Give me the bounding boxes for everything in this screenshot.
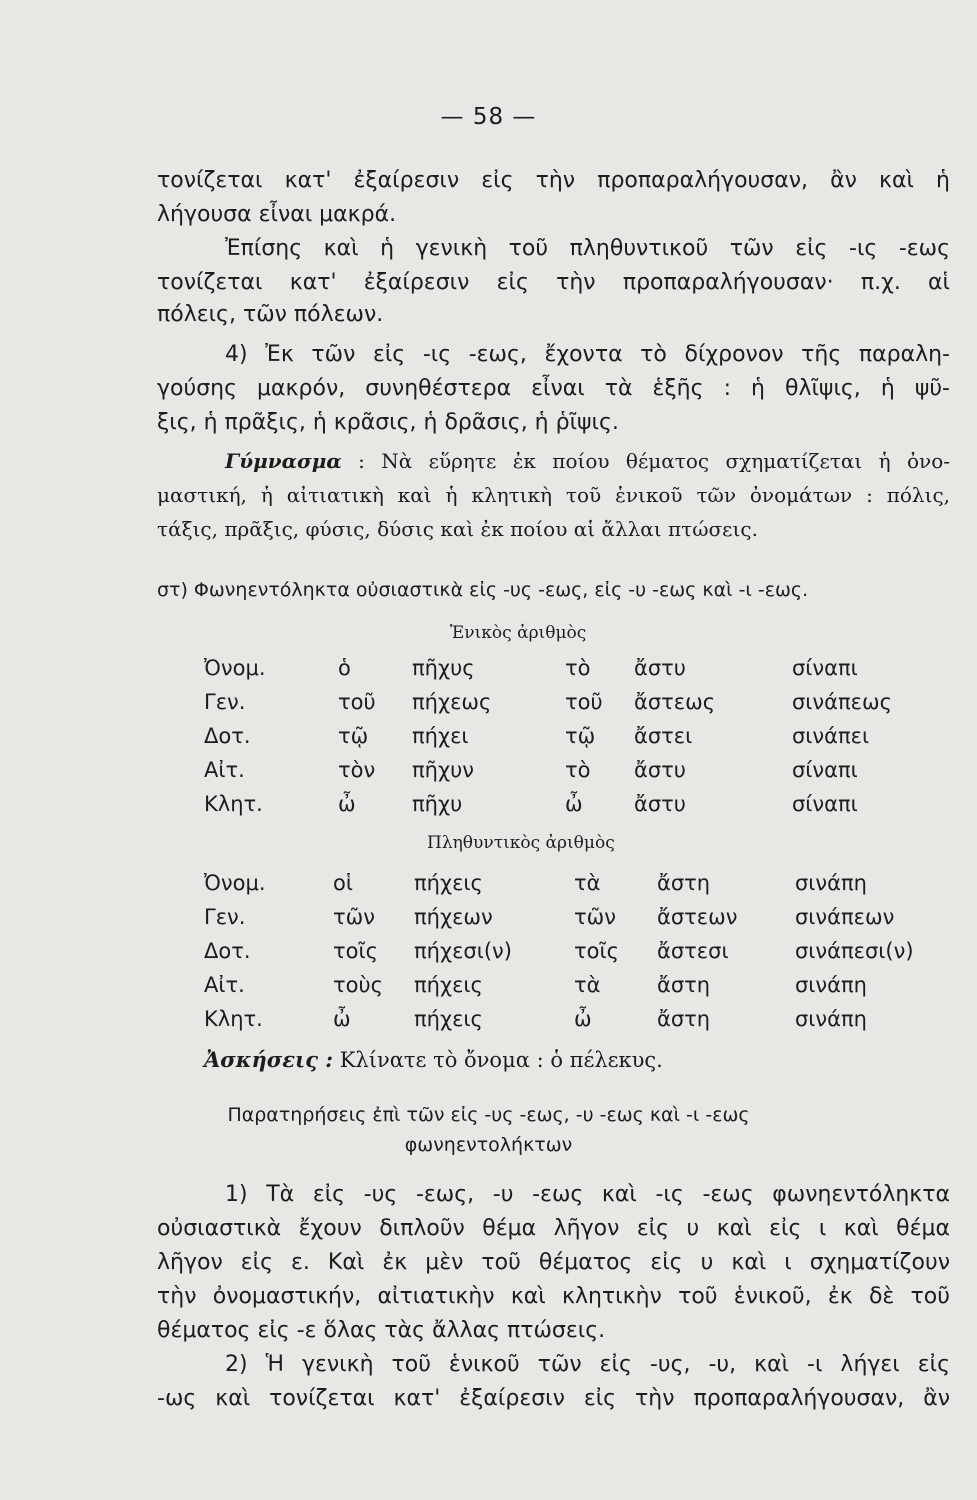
plural-noun2-r5: ἄστη [657,1007,711,1031]
exercise-line-3: τάξις, πρᾶξις, φύσις, δύσις καὶ ἐκ ποίου αἱ ἄλλαι πτώσεις. [157,517,758,541]
obs-p1-line-4: τὴν ὀνομαστικήν, αἰτιατικὴν καὶ κλητικὴν τοῦ ἑνικοῦ, ἐκ δὲ τοῦ [157,1284,950,1309]
plural-noun2-r4: ἄστη [657,973,711,997]
singular-case-r1: Ὀνομ. [204,656,266,680]
rule4-line-2: γούσης μακρόν, συνηθέστερα εἶναι τὰ ἑξῆς : ἡ θλῖψις, ἡ ψῦ- [157,376,950,401]
singular-case-r5: Κλητ. [204,792,263,816]
singular-article2-r5: ὦ [565,792,583,816]
plural-noun1-r2: πήχεων [414,905,493,929]
plural-noun2-r2: ἄστεων [657,905,738,929]
obs-p1-line-1: 1) Τὰ εἰς -υς -εως, -υ -εως καὶ -ις -εως φωνηεντόληκτα [225,1182,950,1207]
singular-noun2-r3: ἄστει [634,724,693,748]
singular-case-r2: Γεν. [204,690,246,714]
plural-case-r4: Αἰτ. [204,973,245,997]
exercise-line-2: μαστική, ἡ αἰτιατικὴ καὶ ἡ κλητικὴ τοῦ ἑνικοῦ τῶν ὀνομάτων : πόλις, [157,483,950,507]
singular-noun3-r4: σίναπι [792,758,858,782]
rule4-line-1: 4) Ἐκ τῶν εἰς -ις -εως, ἔχοντα τὸ δίχρονον τῆς παραλη- [225,342,950,367]
observations-title-1: Παρατηρήσεις ἐπὶ τῶν εἰς -υς -εως, -υ -εως καὶ -ι -εως [227,1104,750,1126]
rule4-line-3: ξις, ἡ πρᾶξις, ἡ κρᾶσις, ἡ δρᾶσις, ἡ ῥῖψις. [157,410,619,435]
plural-article1-r5: ὦ [333,1007,351,1031]
singular-noun2-r1: ἄστυ [634,656,686,680]
obs-p1-line-2: οὐσιαστικὰ ἔχουν διπλοῦν θέμα λῆγον εἰς υ καὶ εἰς ι καὶ θέμα [157,1216,950,1241]
intro-line-5: πόλεις, τῶν πόλεων. [157,302,384,327]
page-number: — 58 — [440,104,537,130]
singular-noun1-r2: πήχεως [412,690,492,714]
singular-noun3-r5: σίναπι [792,792,858,816]
exercise-text-1: : Νὰ εὕρητε ἐκ ποίου θέματος σχηματίζεται ἡ ὀνο- [358,449,950,473]
intro-line-1: τονίζεται κατ' ἐξαίρεσιν εἰς τὴν προπαραλήγουσαν, ἂν καὶ ἡ [157,168,950,193]
plural-noun1-r5: πήχεις [414,1007,483,1031]
singular-noun2-r4: ἄστυ [634,758,686,782]
singular-noun3-r2: σινάπεως [792,690,892,714]
exercise2-text: Κλίνατε τὸ ὄνομα : ὁ πέλεκυς. [339,1048,663,1072]
singular-article2-r3: τῷ [565,724,596,748]
plural-noun3-r5: σινάπη [795,1007,867,1031]
section-heading: στ) Φωνηεντόληκτα οὐσιαστικὰ εἰς -υς -εως, εἰς -υ -εως καὶ -ι -εως. [157,579,809,601]
obs-p2-line-2: -ως καὶ τονίζεται κατ' ἐξαίρεσιν εἰς τὴν προπαραλήγουσαν, ἂν [157,1386,950,1411]
plural-article2-r5: ὦ [574,1007,592,1031]
singular-article2-r2: τοῦ [565,690,603,714]
plural-case-r5: Κλητ. [204,1007,263,1031]
exercise-line-1 [225,446,950,476]
singular-article1-r4: τὸν [338,758,376,782]
plural-noun3-r2: σινάπεων [795,905,895,929]
intro-line-2: λήγουσα εἶναι μακρά. [157,202,397,227]
singular-article2-r1: τὸ [565,656,591,680]
plural-article2-r3: τοῖς [574,939,619,963]
obs-p1-line-3: λῆγον εἰς ε. Καὶ ἐκ μὲν τοῦ θέματος εἰς υ καὶ ι σχηματίζουν [157,1250,950,1275]
plural-noun1-r4: πήχεις [414,973,483,997]
singular-noun1-r4: πῆχυν [412,758,474,782]
singular-noun1-r3: πήχει [412,724,469,748]
plural-article2-r4: τὰ [574,973,601,997]
singular-case-r4: Αἰτ. [204,758,245,782]
singular-caption: Ἑνικὸς ἀριθμὸς [450,623,587,643]
plural-noun2-r3: ἄστεσι [657,939,729,963]
plural-article1-r2: τῶν [333,905,375,929]
plural-noun3-r4: σινάπη [795,973,867,997]
obs-p1-line-5: θέματος εἰς -ε ὅλας τὰς ἄλλας πτώσεις. [157,1318,606,1343]
singular-article2-r4: τὸ [565,758,591,782]
singular-noun2-r2: ἄστεως [634,690,716,714]
intro-line-3: Ἐπίσης καὶ ἡ γενικὴ τοῦ πληθυντικοῦ τῶν εἰς -ις -εως [225,236,950,261]
singular-noun1-r5: πῆχυ [412,792,463,816]
plural-article1-r3: τοῖς [333,939,378,963]
exercise2-label: Ἀσκήσεις : [204,1047,334,1072]
singular-noun3-r3: σινάπει [792,724,870,748]
observations-title-2: φωνηεντολήκτων [404,1134,573,1156]
exercise2-line [204,1045,663,1075]
plural-article1-r1: οἱ [333,871,353,895]
plural-case-r2: Γεν. [204,905,246,929]
intro-line-4: τονίζεται κατ' ἐξαίρεσιν εἰς τὴν προπαραλήγουσαν· π.χ. αἱ [157,270,950,295]
plural-noun3-r1: σινάπη [795,871,867,895]
plural-noun1-r3: πήχεσι(ν) [414,939,512,963]
singular-noun1-r1: πῆχυς [412,656,475,680]
plural-caption: Πληθυντικὸς ἀριθμὸς [427,833,615,853]
plural-article2-r1: τὰ [574,871,601,895]
singular-noun2-r5: ἄστυ [634,792,686,816]
singular-article1-r2: τοῦ [338,690,376,714]
plural-noun3-r3: σινάπεσι(ν) [795,939,914,963]
plural-case-r1: Ὀνομ. [204,871,266,895]
plural-case-r3: Δοτ. [204,939,251,963]
singular-article1-r3: τῷ [338,724,369,748]
singular-article1-r5: ὦ [338,792,356,816]
exercise-label: Γύμνασμα [225,449,342,473]
singular-noun3-r1: σίναπι [792,656,858,680]
obs-p2-line-1: 2) Ἡ γενικὴ τοῦ ἑνικοῦ τῶν εἰς -υς, -υ, καὶ -ι λήγει εἰς [225,1352,950,1377]
plural-noun2-r1: ἄστη [657,871,711,895]
singular-case-r3: Δοτ. [204,724,251,748]
plural-article2-r2: τῶν [574,905,616,929]
plural-article1-r4: τοὺς [333,973,383,997]
singular-article1-r1: ὁ [338,656,351,680]
plural-noun1-r1: πήχεις [414,871,483,895]
